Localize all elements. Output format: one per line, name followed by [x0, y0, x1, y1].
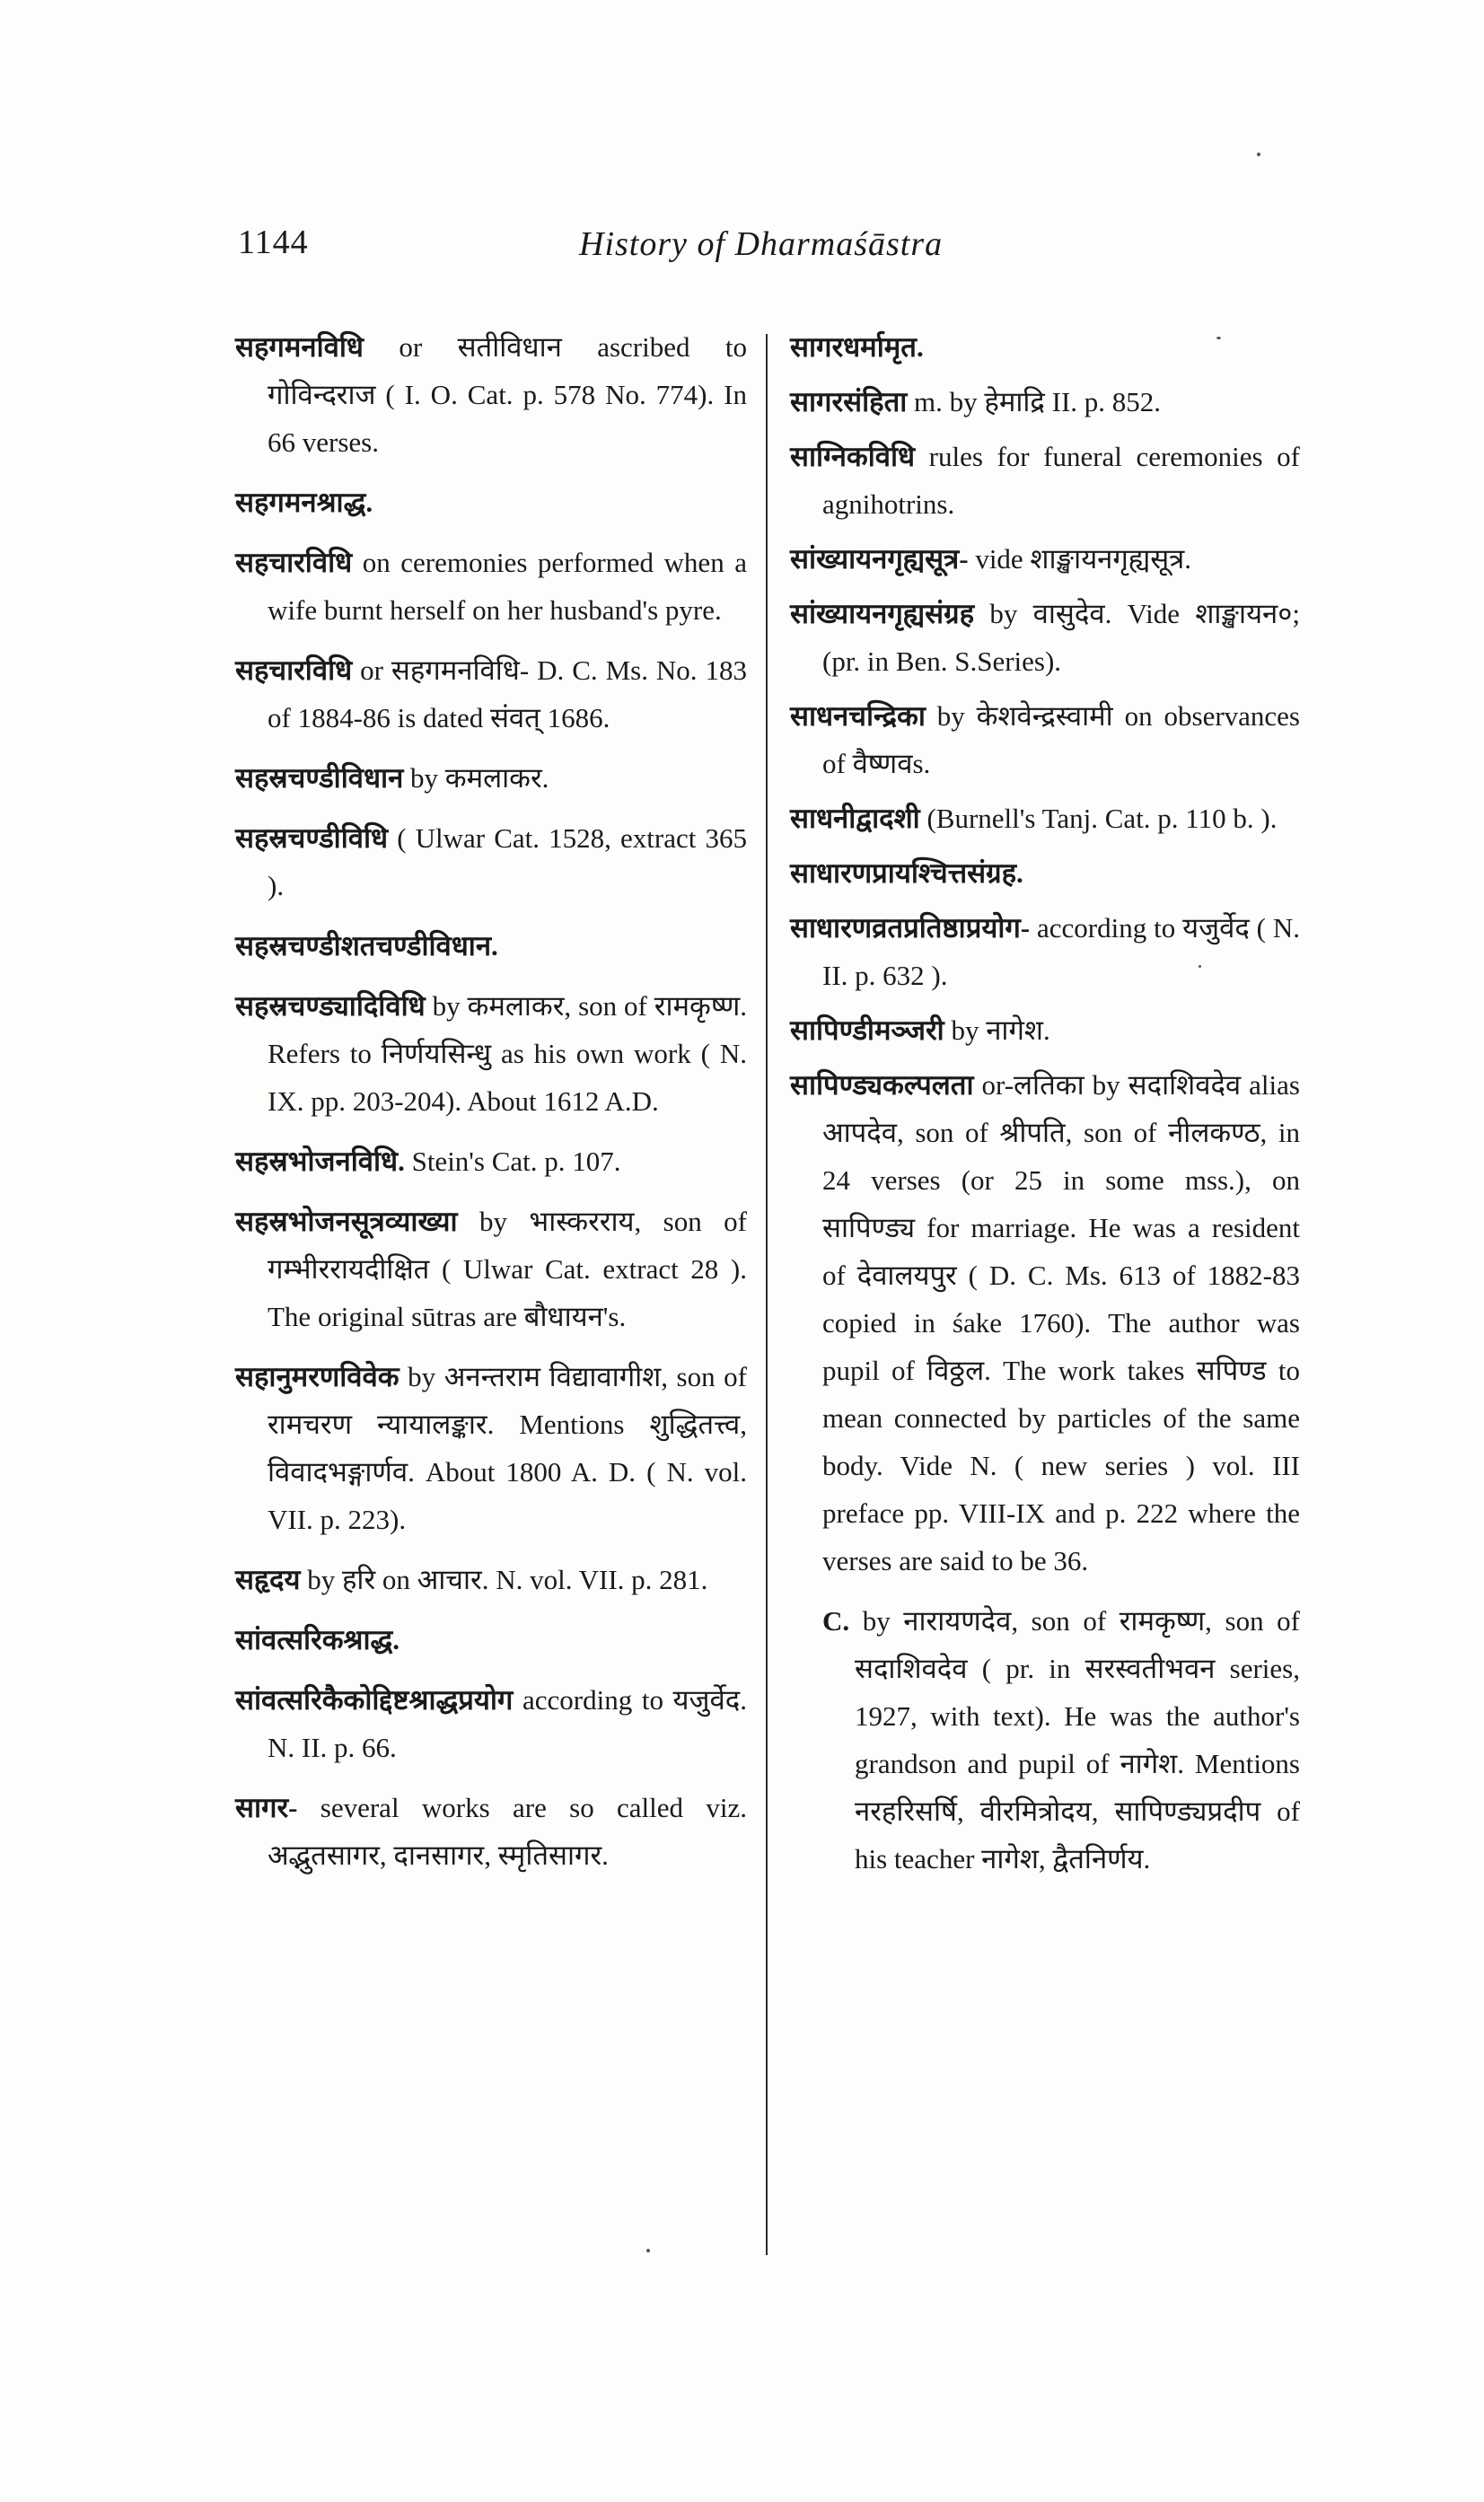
entry-headword: सहस्रचण्डीविधि [235, 822, 389, 854]
entry-text: by हरि on आचार. N. vol. VII. p. 281. [300, 1564, 708, 1595]
dictionary-entry [790, 692, 1300, 787]
entry-headword: सहृदय [235, 1564, 301, 1595]
dictionary-entry [235, 539, 747, 634]
entry-headword: सहस्रचण्डीविधान [235, 762, 404, 794]
entry-headword: साधारणव्रतप्रतिष्ठाप्रयोग- [790, 912, 1031, 944]
dictionary-entry [235, 478, 747, 526]
dictionary-entry [235, 1676, 747, 1771]
entry-text: several works are so called viz. अद्भुतसागर, दानसागर, स्मृतिसागर. [268, 1792, 747, 1871]
dictionary-entry [235, 1784, 747, 1879]
dictionary-entry [235, 1198, 747, 1340]
dictionary-entry [235, 646, 747, 742]
entry-text: by कमलाकर. [403, 762, 549, 794]
dictionary-entry [790, 535, 1300, 583]
dictionary-entry [235, 922, 747, 970]
entry-text: by भास्करराय, son of गम्भीररायदीक्षित ( Ulwar Cat. extract 28 ). The original sūtras are बौधायन's. [268, 1206, 747, 1332]
entry-headword: सांख्यायनगृह्यसंग्रह [790, 598, 975, 629]
entry-text: by वासुदेव. Vide शाङ्खायन०; (pr. in Ben. S.Series). [822, 598, 1300, 677]
dictionary-entry [790, 323, 1300, 371]
entry-headword: सहचारविधि [235, 547, 353, 578]
entry-headword: सापिण्ड्यकल्पलता [790, 1069, 974, 1101]
entry-text: ( Ulwar Cat. 1528, extract 365 ). [268, 822, 747, 901]
page-number: 1144 [238, 224, 309, 261]
entry-text: vide शाङ्खायनगृह्यसूत्र. [968, 543, 1192, 575]
scan-speck [646, 2249, 650, 2252]
entry-headword: सांख्यायनगृह्यसूत्र- [790, 543, 969, 575]
entry-headword: सांवत्सरिकश्राद्ध. [235, 1624, 400, 1655]
entry-headword: C. [822, 1605, 850, 1637]
scan-speck [1199, 965, 1201, 968]
entry-text: m. by हेमाद्रि II. p. 852. [907, 386, 1162, 417]
dictionary-entry [235, 982, 747, 1125]
entry-headword: सांवत्सरिकैकोद्दिष्टश्राद्धप्रयोग [235, 1684, 514, 1716]
entry-text: or सहगमनविधि- D. C. Ms. No. 183 of 1884-86 is dated संवत् 1686. [268, 654, 747, 733]
scan-speck [1257, 153, 1260, 156]
dictionary-entry [235, 1137, 747, 1185]
dictionary-entry [790, 849, 1300, 897]
entry-text: on ceremonies performed when a wife burnt herself on her husband's pyre. [268, 547, 747, 626]
dictionary-entry [790, 1061, 1300, 1585]
entry-text: according to यजुर्वेद. N. II. p. 66. [268, 1684, 747, 1763]
entry-text: by अनन्तराम विद्यावागीश, son of रामचरण न्यायालङ्कार. Mentions शुद्धितत्त्व, विवादभङ्गार्णव. About 1800 A. D. ( N. vol. VII. p. 223). [268, 1361, 747, 1535]
dictionary-entry [790, 1006, 1300, 1054]
entry-headword: सहस्रभोजनविधि. [235, 1146, 405, 1177]
dictionary-entry [235, 1353, 747, 1543]
entry-headword: सागरधर्मामृत. [790, 331, 924, 363]
entry-headword: सापिण्डीमञ्जरी [790, 1014, 944, 1046]
dictionary-entry [790, 433, 1300, 528]
entry-text: (Burnell's Tanj. Cat. p. 110 b. ). [919, 803, 1278, 834]
entry-headword: सहस्रभोजनसूत्रव्याख्या [235, 1206, 458, 1237]
entry-headword: सागरसंहिता [790, 386, 908, 417]
entry-headword: साधनीद्वादशी [790, 803, 920, 834]
dictionary-entry [235, 754, 747, 802]
entry-text: according to यजुर्वेद ( N. II. p. 632 ). [822, 912, 1300, 991]
entry-headword: सहगमनविधि [235, 331, 364, 363]
entry-text: or सतीविधान ascribed to गोविन्दराज ( I. O. Cat. p. 578 No. 774). In 66 verses. [268, 331, 747, 458]
dictionary-entry [235, 323, 747, 466]
dictionary-entry [790, 1597, 1300, 1883]
entry-text: by कमलाकर, son of रामकृष्ण. Refers to निर्णयसिन्धु as his own work ( N. IX. pp. 203-204). About 1612 A.D. [268, 990, 747, 1117]
scan-speck [1216, 337, 1221, 339]
entry-headword: साधनचन्द्रिका [790, 700, 926, 732]
page-title: History of Dharmaśāstra [579, 225, 944, 263]
dictionary-entry [235, 1556, 747, 1603]
dictionary-entry [235, 1616, 747, 1664]
running-head [238, 223, 1297, 277]
dictionary-entry [790, 378, 1300, 426]
entry-text: or-लतिका by सदाशिवदेव alias आपदेव, son of श्रीपति, son of नीलकण्ठ, in 24 verses (or 25 in some mss.), on सापिण्ड्य for marriage. He was a resident of देवालयपुर ( D. C. Ms. 613 of 1882-83 copied in śake 1760). The author was pupil of विठ्ठल. The work takes सपिण्ड to mean connected by particles of the same body. Vide N. ( new series ) vol. III preface pp. VIII-IX and p. 222 where the verses are said to be 36. [822, 1069, 1300, 1576]
entry-headword: साग्निकविधि [790, 441, 916, 472]
entry-headword: सहगमनश्राद्ध. [235, 487, 373, 518]
entry-headword: सहानुमरणविवेक [235, 1361, 400, 1392]
entry-headword: सहस्रचण्डीशतचण्डीविधान. [235, 930, 498, 961]
entry-text: by नागेश. [944, 1014, 1050, 1046]
dictionary-entry [235, 814, 747, 909]
entry-text: rules for funeral ceremonies of agnihotrins. [822, 441, 1300, 520]
entry-headword: सहस्रचण्ड्यादिविधि [235, 990, 426, 1022]
entry-headword: साधारणप्रायश्चित्तसंग्रह. [790, 857, 1023, 889]
entry-text: Stein's Cat. p. 107. [404, 1146, 621, 1177]
right-column [790, 323, 1300, 1890]
left-column [235, 323, 747, 1892]
dictionary-entry [790, 904, 1300, 999]
entry-text: by नारायणदेव, son of रामकृष्ण, son of सदाशिवदेव ( pr. in सरस्वतीभवन series, 1927, with text). He was the author's grandson and pupil of नागेश. Mentions नरहरिसर्षि, वीरमित्रोदय, सापिण्ड्यप्रदीप of his teacher नागेश, द्वैतनिर्णय. [849, 1605, 1300, 1874]
dictionary-entry [790, 794, 1300, 842]
dictionary-entry [790, 590, 1300, 685]
entry-text: by केशवेन्द्रस्वामी on observances of वैष्णवs. [822, 700, 1300, 779]
entry-headword: सहचारविधि [235, 654, 353, 686]
column-divider [766, 334, 768, 2255]
entry-headword: सागर- [235, 1792, 298, 1823]
